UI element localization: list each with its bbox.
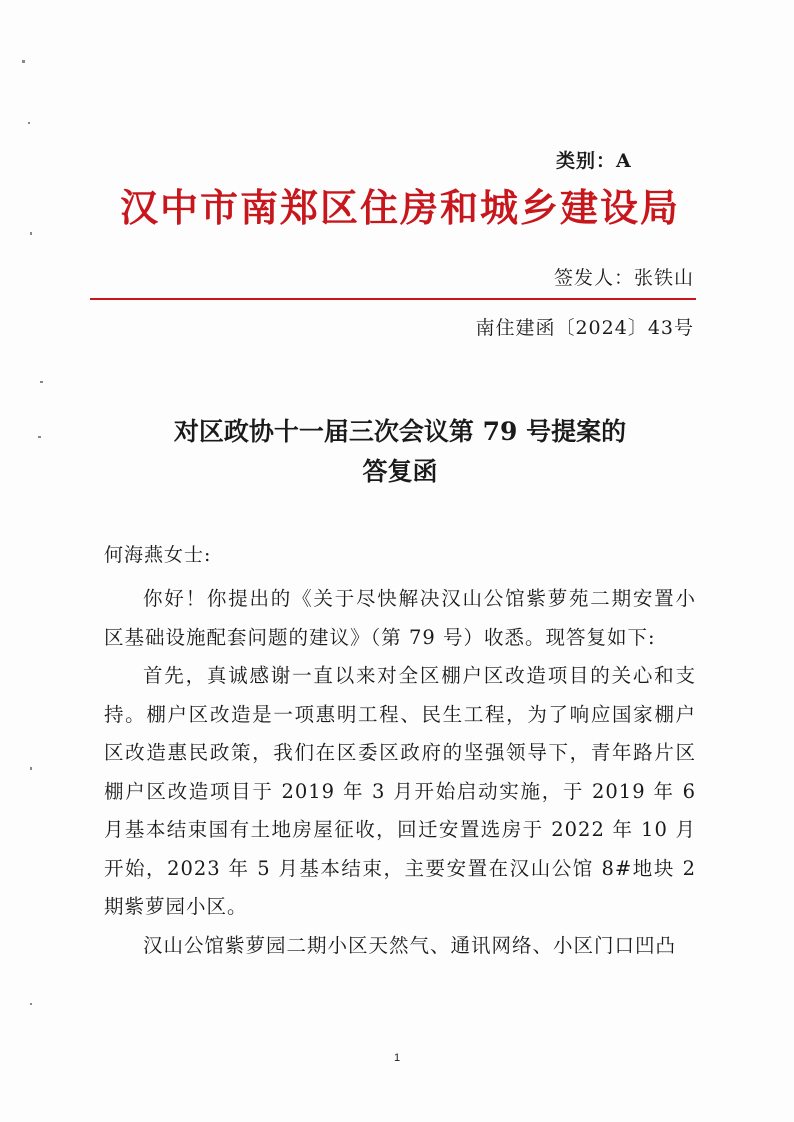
document-number: 南住建函〔2024〕43号 [475, 317, 694, 339]
salutation: 何海燕女士: [104, 544, 212, 566]
document-title-line-1: 对区政协十一届三次会议第 79 号提案的 [173, 417, 627, 446]
letter-body [104, 580, 696, 965]
document-title-line-2: 答复函 [362, 457, 438, 486]
scan-speck [30, 232, 32, 235]
scan-speck [40, 381, 43, 383]
document-category: 类别：A [556, 150, 632, 172]
scan-speck [30, 1003, 32, 1005]
body-paragraph: 汉山公馆紫萝园二期小区天然气、通讯网络、小区门口凹凸 [143, 933, 677, 957]
red-divider-rule [90, 298, 696, 300]
document-title [100, 412, 700, 492]
body-paragraph: 首先，真诚感谢一直以来对全区棚户区改造项目的关心和支持。棚户区改造是一项惠明工程、民生工程，为了响应国家棚户区改造惠民政策，我们在区委区政府的坚强领导下，青年路片区棚户区改造项目于 2019 年 3 月开始启动实施，于 2019 年 6 月基本结束国有土地房屋征收，回迁安置选房于 2022 年 10 月开始，2023 年 5 月基本结束，主要安置在汉山公馆 8#地块 2 期紫萝园小区。 [104, 664, 696, 918]
page-number: 1 [393, 1052, 401, 1064]
organization-title: 汉中市南郑区住房和城乡建设局 [119, 185, 680, 230]
scan-speck [30, 767, 32, 770]
scan-speck [38, 436, 41, 438]
body-paragraph: 你好！你提出的《关于尽快解决汉山公馆紫萝苑二期安置小区基础设施配套问题的建议》（第 79 号）收悉。现答复如下: [104, 587, 696, 649]
scan-speck [22, 60, 25, 63]
scan-speck [28, 122, 30, 124]
signer-line: 签发人：张铁山 [553, 267, 694, 289]
